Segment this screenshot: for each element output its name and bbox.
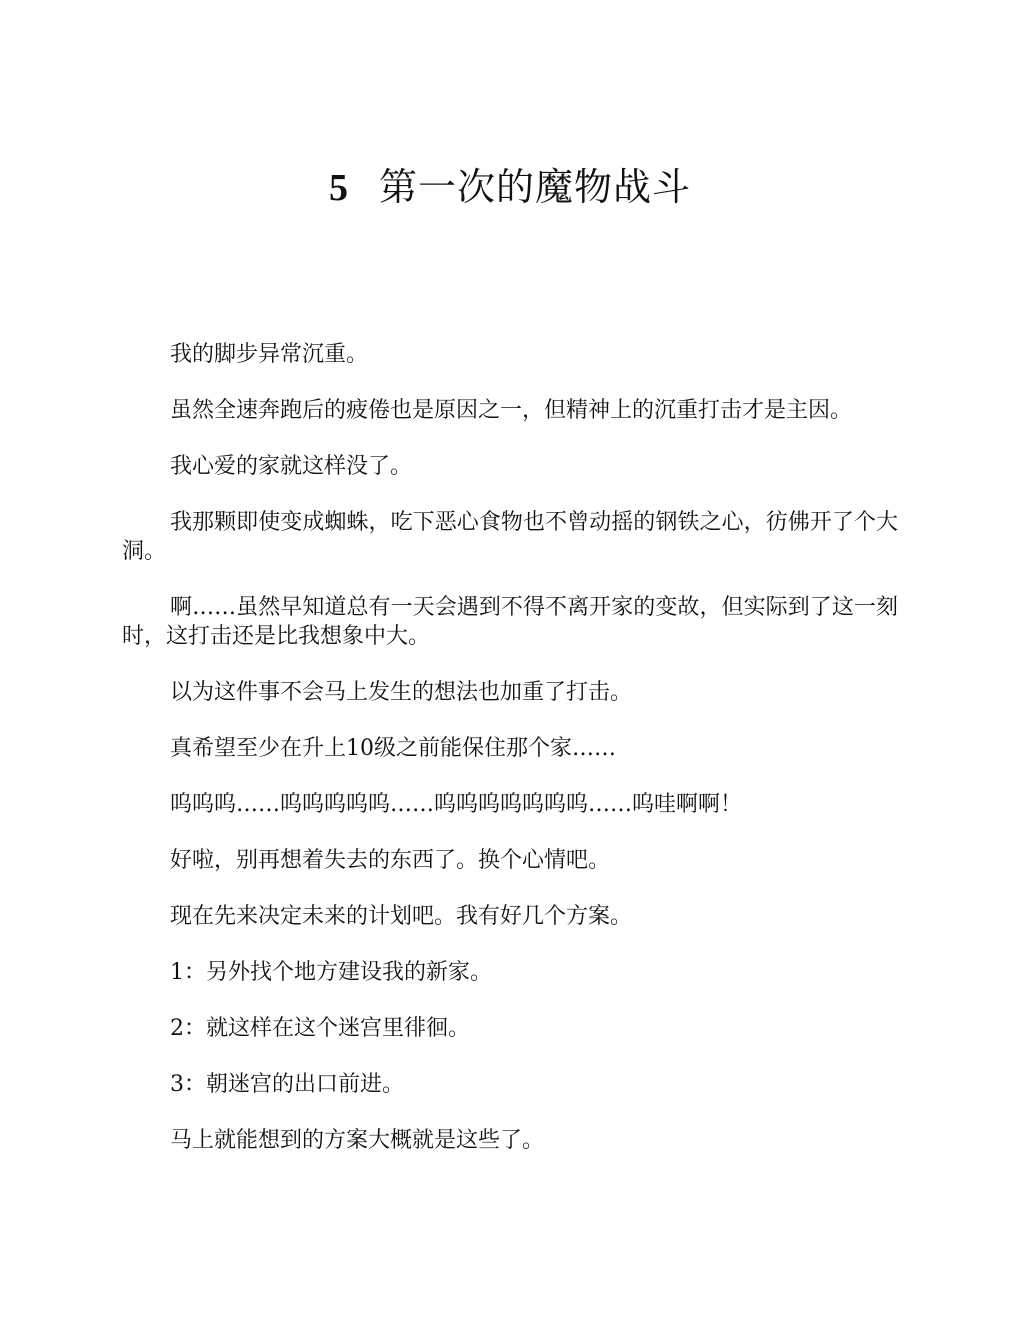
list-item-option-1: 1：另外找个地方建设我的新家。 [170, 960, 492, 985]
paragraph: 以为这件事不会马上发生的想法也加重了打击。 [170, 680, 633, 705]
paragraph: 马上就能想到的方案大概就是这些了。 [170, 1128, 545, 1153]
paragraph: 呜呜呜……呜呜呜呜呜……呜呜呜呜呜呜呜……呜哇啊啊！ [170, 792, 743, 817]
paragraph: 好啦，别再想着失去的东西了。换个心情吧。 [170, 848, 611, 873]
paragraph: 我那颗即使变成蜘蛛，吃下恶心食物也不曾动摇的钢铁之心，彷佛开了个大洞。 [122, 510, 898, 564]
paragraph: 我心爱的家就这样没了。 [170, 454, 413, 479]
paragraph: 虽然全速奔跑后的疲倦也是原因之一，但精神上的沉重打击才是主因。 [170, 398, 853, 423]
chapter-title-text: 第一次的魔物战斗 [378, 165, 691, 209]
list-item-option-2: 2：就这样在这个迷宫里徘徊。 [170, 1016, 470, 1041]
paragraph: 真希望至少在升上10级之前能保住那个家…… [170, 736, 616, 761]
paragraph: 现在先来决定未来的计划吧。我有好几个方案。 [170, 904, 633, 929]
chapter-body [122, 340, 898, 1182]
paragraph: 啊……虽然早知道总有一天会遇到不得不离开家的变故，但实际到了这一刻时，这打击还是比我想象中大。 [122, 595, 898, 649]
chapter-number: 5 [328, 167, 349, 209]
list-item-option-3: 3：朝迷宫的出口前进。 [170, 1072, 404, 1097]
chapter-title [0, 160, 1020, 215]
paragraph: 我的脚步异常沉重。 [170, 342, 369, 367]
